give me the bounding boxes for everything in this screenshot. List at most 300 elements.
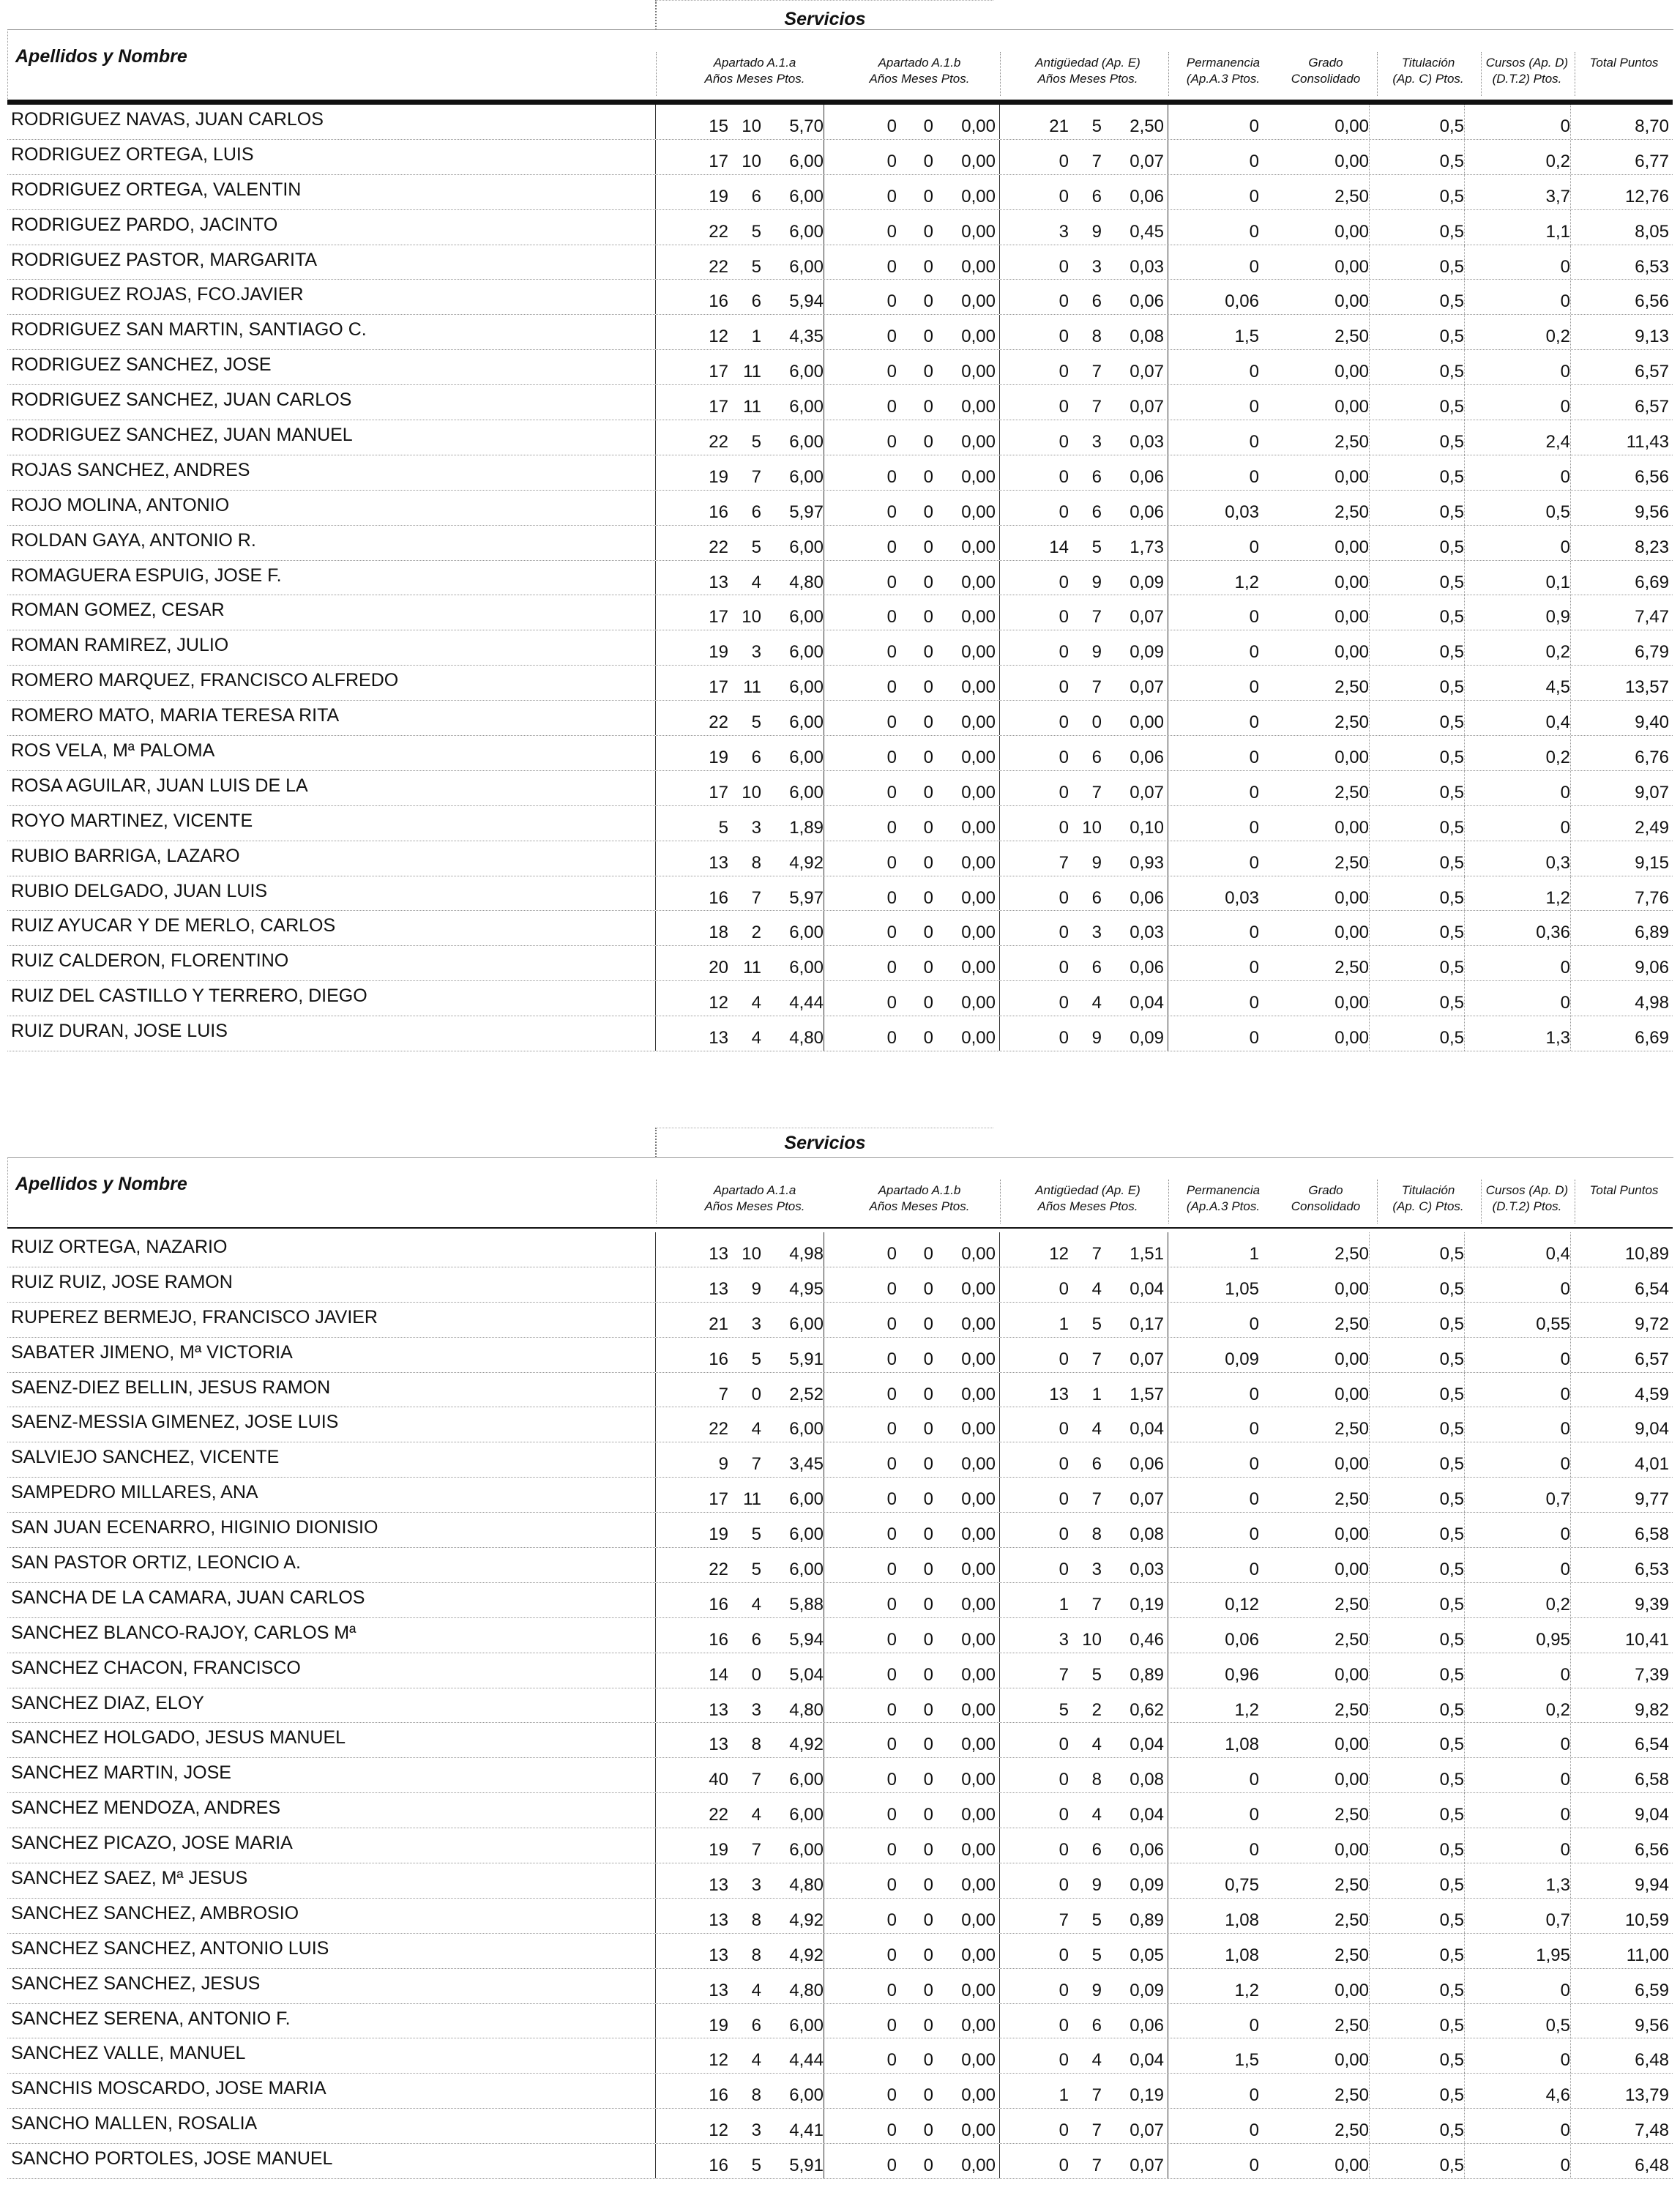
cell-a1b-ptos: 0,00	[961, 151, 996, 171]
table-row	[7, 1618, 1673, 1653]
cell-cursos: 0,2	[1545, 1699, 1570, 1720]
cell-titulacion: 0,5	[1439, 502, 1464, 522]
cell-permanencia: 0,03	[1225, 887, 1259, 908]
cell-a1b-anos: 0	[886, 1278, 897, 1299]
cell-antig-anos: 12	[1049, 1244, 1069, 1264]
cell-antig-anos: 0	[1059, 677, 1069, 698]
cell-cursos: 0,5	[1545, 502, 1570, 522]
cell-a1b-anos: 0	[886, 1594, 897, 1614]
cell-antig-meses: 7	[1091, 2120, 1102, 2141]
cell-a1a-ptos: 4,98	[789, 1244, 824, 1264]
cell-cursos: 0	[1560, 1419, 1570, 1439]
cell-name: SANCHEZ SERENA, ANTONIO F.	[11, 2008, 291, 2029]
cell-a1b-ptos: 0,00	[961, 1489, 996, 1510]
cell-a1a-ptos: 6,00	[789, 537, 824, 557]
cell-total: 9,56	[1635, 2015, 1669, 2036]
cell-grado: 0,00	[1334, 642, 1369, 663]
cell-a1a-meses: 6	[751, 186, 761, 206]
cell-a1a-anos: 21	[709, 1314, 728, 1334]
cell-antig-anos: 0	[1059, 2120, 1069, 2141]
cell-a1b-anos: 0	[886, 1560, 897, 1580]
cell-total: 9,06	[1635, 958, 1669, 978]
cell-permanencia: 0	[1249, 116, 1259, 136]
cell-name: SAENZ-DIEZ BELLIN, JESUS RAMON	[11, 1377, 331, 1398]
cell-a1b-ptos: 0,00	[961, 1314, 996, 1334]
cell-antig-anos: 0	[1059, 466, 1069, 487]
cell-a1b-ptos: 0,00	[961, 2156, 996, 2176]
cell-a1a-meses: 4	[751, 1594, 761, 1614]
cell-a1b-anos: 0	[886, 362, 897, 382]
cell-a1a-ptos: 4,80	[789, 1699, 824, 1720]
cell-titulacion: 0,5	[1439, 1384, 1464, 1404]
cell-total: 6,57	[1635, 397, 1669, 417]
cell-a1a-anos: 19	[709, 642, 728, 663]
cell-cursos: 1,1	[1545, 221, 1570, 242]
table-row	[7, 385, 1673, 420]
cell-cursos: 0	[1560, 362, 1570, 382]
cell-a1a-anos: 17	[709, 397, 728, 417]
cell-cursos: 0	[1560, 1384, 1570, 1404]
cell-grado: 2,50	[1334, 327, 1369, 347]
cell-a1a-meses: 3	[751, 2120, 761, 2141]
cell-cursos: 0	[1560, 1770, 1570, 1790]
cell-name: RUIZ AYUCAR Y DE MERLO, CARLOS	[11, 915, 336, 936]
cell-a1b-anos: 0	[886, 1028, 897, 1049]
cell-cursos: 0	[1560, 256, 1570, 277]
cell-a1a-meses: 7	[751, 466, 761, 487]
cell-a1b-meses: 0	[923, 1384, 933, 1404]
cell-a1b-meses: 0	[923, 1805, 933, 1825]
cell-a1a-ptos: 6,00	[789, 782, 824, 802]
table-row	[7, 2074, 1673, 2109]
cell-titulacion: 0,5	[1439, 782, 1464, 802]
cell-grado: 2,50	[1334, 432, 1369, 452]
cell-a1a-ptos: 6,00	[789, 1524, 824, 1545]
cell-total: 9,56	[1635, 502, 1669, 522]
cell-total: 6,48	[1635, 2156, 1669, 2176]
permanencia-header: Permanencia (Ap.A.3 Ptos.	[1186, 56, 1261, 86]
column-header	[7, 29, 1673, 100]
cell-name: RODRIGUEZ NAVAS, JUAN CARLOS	[11, 109, 324, 130]
cell-a1b-ptos: 0,00	[961, 1278, 996, 1299]
cell-antig-anos: 1	[1059, 1594, 1069, 1614]
cell-antig-ptos: 1,51	[1130, 1244, 1164, 1264]
header-rule	[7, 100, 1673, 105]
cell-a1b-ptos: 0,00	[961, 1980, 996, 2000]
antiguedad-header: Antigüedad (Ap. E) Años Meses Ptos.	[1035, 1183, 1140, 1213]
table-row	[7, 981, 1673, 1016]
cell-permanencia: 0	[1249, 2015, 1259, 2036]
cell-permanencia: 0,06	[1225, 291, 1259, 312]
cell-antig-meses: 6	[1091, 2015, 1102, 2036]
cell-antig-ptos: 0,93	[1130, 852, 1164, 873]
cell-a1b-anos: 0	[886, 923, 897, 943]
cell-cursos: 0,95	[1536, 1629, 1570, 1650]
cell-grado: 2,50	[1334, 2015, 1369, 2036]
cell-antig-anos: 0	[1059, 887, 1069, 908]
cell-name: SANCHEZ VALLE, MANUEL	[11, 2043, 246, 2064]
cell-titulacion: 0,5	[1439, 116, 1464, 136]
table-row	[7, 1934, 1673, 1969]
cell-name: SAMPEDRO MILLARES, ANA	[11, 1482, 258, 1503]
cell-a1a-ptos: 5,91	[789, 1349, 824, 1369]
cell-cursos: 0	[1560, 537, 1570, 557]
cell-antig-anos: 1	[1059, 2085, 1069, 2106]
cell-cursos: 0	[1560, 2120, 1570, 2141]
cell-a1b-anos: 0	[886, 1875, 897, 1896]
cell-total: 6,48	[1635, 2050, 1669, 2071]
cell-a1b-meses: 0	[923, 221, 933, 242]
cell-grado: 0,00	[1334, 466, 1369, 487]
cell-a1b-ptos: 0,00	[961, 1770, 996, 1790]
cell-a1a-anos: 17	[709, 782, 728, 802]
cell-titulacion: 0,5	[1439, 2050, 1464, 2071]
table-row	[7, 1583, 1673, 1618]
cell-antig-ptos: 0,19	[1130, 2085, 1164, 2106]
cell-a1a-ptos: 6,00	[789, 1314, 824, 1334]
cell-a1a-meses: 5	[751, 2156, 761, 2176]
cell-antig-anos: 0	[1059, 2050, 1069, 2071]
cell-total: 6,59	[1635, 1980, 1669, 2000]
cell-antig-ptos: 0,06	[1130, 466, 1164, 487]
cell-titulacion: 0,5	[1439, 1629, 1464, 1650]
cell-a1b-meses: 0	[923, 327, 933, 347]
cell-antig-anos: 0	[1059, 186, 1069, 206]
cell-a1a-ptos: 6,00	[789, 466, 824, 487]
cell-titulacion: 0,5	[1439, 432, 1464, 452]
cell-name: RUBIO DELGADO, JUAN LUIS	[11, 880, 268, 901]
cell-antig-anos: 0	[1059, 572, 1069, 592]
cell-titulacion: 0,5	[1439, 1278, 1464, 1299]
cell-antig-meses: 7	[1091, 2085, 1102, 2106]
cell-a1b-anos: 0	[886, 432, 897, 452]
cell-antig-meses: 4	[1091, 1735, 1102, 1755]
cell-a1a-anos: 16	[709, 291, 728, 312]
cell-a1b-anos: 0	[886, 2050, 897, 2071]
cell-cursos: 0,3	[1545, 852, 1570, 873]
cell-a1a-anos: 14	[709, 1664, 728, 1685]
cell-name: ROS VELA, Mª PALOMA	[11, 740, 215, 761]
cell-titulacion: 0,5	[1439, 642, 1464, 663]
cell-a1b-meses: 0	[923, 502, 933, 522]
cell-antig-meses: 8	[1091, 327, 1102, 347]
cell-antig-anos: 0	[1059, 1805, 1069, 1825]
cell-a1b-meses: 0	[923, 2120, 933, 2141]
cell-antig-ptos: 0,09	[1130, 1028, 1164, 1049]
cell-antig-ptos: 0,09	[1130, 1875, 1164, 1896]
cell-antig-ptos: 0,17	[1130, 1314, 1164, 1334]
cell-name: SANCHEZ MARTIN, JOSE	[11, 1762, 231, 1784]
cell-a1a-ptos: 4,92	[789, 1910, 824, 1930]
cell-name: RUIZ ORTEGA, NAZARIO	[11, 1237, 228, 1257]
total-header: Total Puntos	[1589, 56, 1659, 70]
cell-grado: 0,00	[1334, 362, 1369, 382]
cell-grado: 0,00	[1334, 256, 1369, 277]
cell-a1a-meses: 4	[751, 1028, 761, 1049]
cell-cursos: 4,5	[1545, 677, 1570, 698]
cell-antig-ptos: 0,07	[1130, 151, 1164, 171]
cell-a1b-meses: 0	[923, 362, 933, 382]
cell-a1a-anos: 12	[709, 993, 728, 1013]
cell-total: 10,59	[1624, 1910, 1669, 1930]
cell-a1b-ptos: 0,00	[961, 1028, 996, 1049]
cell-grado: 2,50	[1334, 1629, 1369, 1650]
cell-cursos: 0,2	[1545, 1594, 1570, 1614]
cell-a1a-anos: 13	[709, 1735, 728, 1755]
cell-antig-ptos: 0,06	[1130, 887, 1164, 908]
cell-total: 9,04	[1635, 1419, 1669, 1439]
table-row	[7, 911, 1673, 946]
cell-grado: 0,00	[1334, 1560, 1369, 1580]
cell-a1b-meses: 0	[923, 1699, 933, 1720]
cell-a1b-anos: 0	[886, 712, 897, 733]
a1b-header: Apartado A.1.b Años Meses Ptos.	[869, 56, 970, 86]
cell-a1a-meses: 11	[743, 397, 761, 417]
cell-antig-meses: 7	[1091, 782, 1102, 802]
cell-cursos: 0,4	[1545, 712, 1570, 733]
table-row	[7, 1653, 1673, 1688]
cell-antig-meses: 8	[1091, 1770, 1102, 1790]
cell-a1a-meses: 9	[751, 1278, 761, 1299]
cell-a1a-meses: 6	[751, 1629, 761, 1650]
cell-permanencia: 0	[1249, 642, 1259, 663]
cell-a1b-meses: 0	[923, 537, 933, 557]
cell-grado: 2,50	[1334, 677, 1369, 698]
cell-name: RUBIO BARRIGA, LAZARO	[11, 845, 240, 866]
cell-a1a-ptos: 6,00	[789, 1805, 824, 1825]
cell-a1a-anos: 22	[709, 1419, 728, 1439]
cell-total: 6,56	[1635, 1840, 1669, 1861]
cell-a1b-anos: 0	[886, 502, 897, 522]
cell-name: SANCHIS MOSCARDO, JOSE MARIA	[11, 2078, 326, 2099]
cell-cursos: 0	[1560, 1735, 1570, 1755]
cell-name: SAN PASTOR ORTIZ, LEONCIO A.	[11, 1552, 301, 1573]
cell-grado: 0,00	[1334, 537, 1369, 557]
cell-titulacion: 0,5	[1439, 327, 1464, 347]
cell-antig-meses: 9	[1091, 1875, 1102, 1896]
cell-titulacion: 0,5	[1439, 712, 1464, 733]
table-row	[7, 841, 1673, 876]
cell-permanencia: 1,5	[1234, 2050, 1259, 2071]
table-row	[7, 245, 1673, 280]
cell-total: 6,56	[1635, 291, 1669, 312]
cell-antig-ptos: 0,04	[1130, 1278, 1164, 1299]
cell-a1a-meses: 8	[751, 852, 761, 873]
cell-a1b-anos: 0	[886, 1980, 897, 2000]
cell-antig-meses: 4	[1091, 1278, 1102, 1299]
cell-name: SALVIEJO SANCHEZ, VICENTE	[11, 1447, 280, 1468]
cell-antig-meses: 6	[1091, 1840, 1102, 1861]
cell-antig-meses: 5	[1091, 537, 1102, 557]
cell-a1a-meses: 8	[751, 1945, 761, 1965]
cell-a1a-ptos: 4,80	[789, 1028, 824, 1049]
cell-total: 10,41	[1624, 1629, 1669, 1650]
cell-a1a-meses: 10	[742, 782, 761, 802]
cell-a1a-anos: 5	[718, 817, 728, 838]
cell-permanencia: 0	[1249, 782, 1259, 802]
cell-a1b-ptos: 0,00	[961, 362, 996, 382]
cell-antig-ptos: 0,07	[1130, 1489, 1164, 1510]
cell-a1a-ptos: 5,88	[789, 1594, 824, 1614]
cell-total: 11,00	[1626, 1945, 1669, 1965]
cell-a1b-ptos: 0,00	[961, 1945, 996, 1965]
cell-antig-anos: 0	[1059, 1560, 1069, 1580]
cell-a1a-meses: 8	[751, 2085, 761, 2106]
name-column-header: Apellidos y Nombre	[15, 1174, 187, 1194]
cell-antig-meses: 4	[1091, 1805, 1102, 1825]
cell-a1a-anos: 13	[709, 572, 728, 592]
cell-total: 2,49	[1635, 817, 1669, 838]
cell-permanencia: 0	[1249, 151, 1259, 171]
cell-total: 6,69	[1635, 572, 1669, 592]
cell-a1b-ptos: 0,00	[961, 993, 996, 1013]
cell-a1a-meses: 3	[751, 642, 761, 663]
table-row	[7, 946, 1673, 981]
cell-permanencia: 0	[1249, 817, 1259, 838]
cell-a1b-meses: 0	[923, 1910, 933, 1930]
cell-antig-meses: 5	[1091, 1910, 1102, 1930]
cell-a1a-anos: 13	[709, 1699, 728, 1720]
cell-a1a-anos: 17	[709, 607, 728, 627]
cell-titulacion: 0,5	[1439, 1419, 1464, 1439]
cell-antig-anos: 0	[1059, 1419, 1069, 1439]
cell-permanencia: 0	[1249, 748, 1259, 768]
header-rule	[7, 1227, 1673, 1229]
cell-a1b-ptos: 0,00	[961, 677, 996, 698]
cell-a1a-meses: 2	[751, 923, 761, 943]
cell-permanencia: 0	[1249, 537, 1259, 557]
cell-cursos: 0	[1560, 1454, 1570, 1475]
cell-a1a-ptos: 6,00	[789, 923, 824, 943]
cell-permanencia: 0	[1249, 1454, 1259, 1475]
cell-antig-meses: 7	[1091, 2156, 1102, 2176]
cell-antig-anos: 3	[1059, 1629, 1069, 1650]
cell-a1a-meses: 10	[742, 151, 761, 171]
cell-a1b-ptos: 0,00	[961, 1805, 996, 1825]
cell-a1b-ptos: 0,00	[961, 817, 996, 838]
cell-a1a-anos: 13	[709, 1875, 728, 1896]
cell-a1a-ptos: 4,92	[789, 1945, 824, 1965]
cell-a1b-anos: 0	[886, 748, 897, 768]
cell-grado: 0,00	[1334, 748, 1369, 768]
cell-grado: 0,00	[1334, 2156, 1369, 2176]
cell-antig-ptos: 0,07	[1130, 2120, 1164, 2141]
cell-a1a-ptos: 6,00	[789, 362, 824, 382]
cell-a1b-ptos: 0,00	[961, 327, 996, 347]
cell-a1b-meses: 0	[923, 572, 933, 592]
cell-a1a-meses: 4	[751, 1805, 761, 1825]
cell-a1a-anos: 12	[709, 2120, 728, 2141]
grado-header: Grado Consolidado	[1291, 56, 1361, 86]
cell-a1b-anos: 0	[886, 817, 897, 838]
cell-antig-meses: 9	[1091, 572, 1102, 592]
cell-cursos: 0	[1560, 2050, 1570, 2071]
cell-antig-ptos: 0,03	[1130, 256, 1164, 277]
cell-antig-anos: 0	[1059, 397, 1069, 417]
cell-antig-anos: 0	[1059, 1489, 1069, 1510]
cell-a1a-anos: 22	[709, 1560, 728, 1580]
cell-grado: 2,50	[1334, 1945, 1369, 1965]
cell-antig-anos: 0	[1059, 2015, 1069, 2036]
cell-antig-meses: 6	[1091, 1454, 1102, 1475]
cell-permanencia: 0	[1249, 1419, 1259, 1439]
cell-antig-ptos: 0,04	[1130, 1735, 1164, 1755]
cell-a1b-ptos: 0,00	[961, 607, 996, 627]
cell-a1b-ptos: 0,00	[961, 1349, 996, 1369]
cell-total: 9,82	[1635, 1699, 1669, 1720]
cell-a1a-ptos: 6,00	[789, 677, 824, 698]
cell-name: ROYO MARTINEZ, VICENTE	[11, 810, 253, 831]
cell-a1b-anos: 0	[886, 1419, 897, 1439]
cell-cursos: 2,4	[1545, 432, 1570, 452]
cell-a1a-meses: 11	[743, 677, 761, 698]
cell-name: SAENZ-MESSIA GIMENEZ, JOSE LUIS	[11, 1412, 339, 1433]
cell-grado: 2,50	[1334, 712, 1369, 733]
cell-titulacion: 0,5	[1439, 852, 1464, 873]
cell-titulacion: 0,5	[1439, 748, 1464, 768]
cell-antig-anos: 0	[1059, 1278, 1069, 1299]
cell-permanencia: 0	[1249, 1770, 1259, 1790]
cell-antig-anos: 0	[1059, 607, 1069, 627]
cell-a1a-anos: 16	[709, 2085, 728, 2106]
cell-total: 6,56	[1635, 466, 1669, 487]
cell-total: 6,53	[1635, 1560, 1669, 1580]
cell-antig-meses: 4	[1091, 1419, 1102, 1439]
cell-antig-anos: 0	[1059, 923, 1069, 943]
cell-grado: 0,00	[1334, 1349, 1369, 1369]
cell-a1a-anos: 15	[709, 116, 728, 136]
cell-antig-ptos: 0,07	[1130, 1349, 1164, 1369]
cell-antig-ptos: 0,09	[1130, 642, 1164, 663]
cell-antig-meses: 9	[1091, 221, 1102, 242]
cell-cursos: 0	[1560, 1278, 1570, 1299]
cell-cursos: 1,3	[1545, 1028, 1570, 1049]
cell-antig-anos: 7	[1059, 1664, 1069, 1685]
cell-antig-ptos: 0,46	[1130, 1629, 1164, 1650]
cell-permanencia: 0,09	[1225, 1349, 1259, 1369]
cell-a1b-anos: 0	[886, 151, 897, 171]
grado-header: Grado Consolidado	[1291, 1183, 1361, 1213]
cell-a1a-ptos: 4,44	[789, 993, 824, 1013]
cell-antig-ptos: 0,07	[1130, 2156, 1164, 2176]
cell-antig-ptos: 0,06	[1130, 958, 1164, 978]
cell-titulacion: 0,5	[1439, 2120, 1464, 2141]
cell-permanencia: 0	[1249, 923, 1259, 943]
cell-name: ROSA AGUILAR, JUAN LUIS DE LA	[11, 775, 308, 796]
cell-a1a-anos: 22	[709, 712, 728, 733]
cell-antig-meses: 7	[1091, 1489, 1102, 1510]
cell-cursos: 0	[1560, 782, 1570, 802]
cell-total: 9,04	[1635, 1805, 1669, 1825]
cell-antig-anos: 21	[1049, 116, 1069, 136]
cell-a1b-ptos: 0,00	[961, 1629, 996, 1650]
cell-antig-meses: 3	[1091, 256, 1102, 277]
cell-name: SANCHEZ HOLGADO, JESUS MANUEL	[11, 1727, 346, 1748]
cell-a1a-ptos: 6,00	[789, 1489, 824, 1510]
cell-grado: 0,00	[1334, 1454, 1369, 1475]
cell-a1b-anos: 0	[886, 327, 897, 347]
cell-total: 9,40	[1635, 712, 1669, 733]
cell-titulacion: 0,5	[1439, 1699, 1464, 1720]
cell-antig-anos: 0	[1059, 1524, 1069, 1545]
cell-permanencia: 0	[1249, 186, 1259, 206]
cell-total: 13,57	[1624, 677, 1669, 698]
cell-a1a-ptos: 6,00	[789, 397, 824, 417]
cell-a1a-meses: 5	[751, 537, 761, 557]
cell-name: RUIZ DEL CASTILLO Y TERRERO, DIEGO	[11, 986, 367, 1007]
cell-a1a-meses: 10	[742, 1244, 761, 1264]
cell-cursos: 0	[1560, 1524, 1570, 1545]
